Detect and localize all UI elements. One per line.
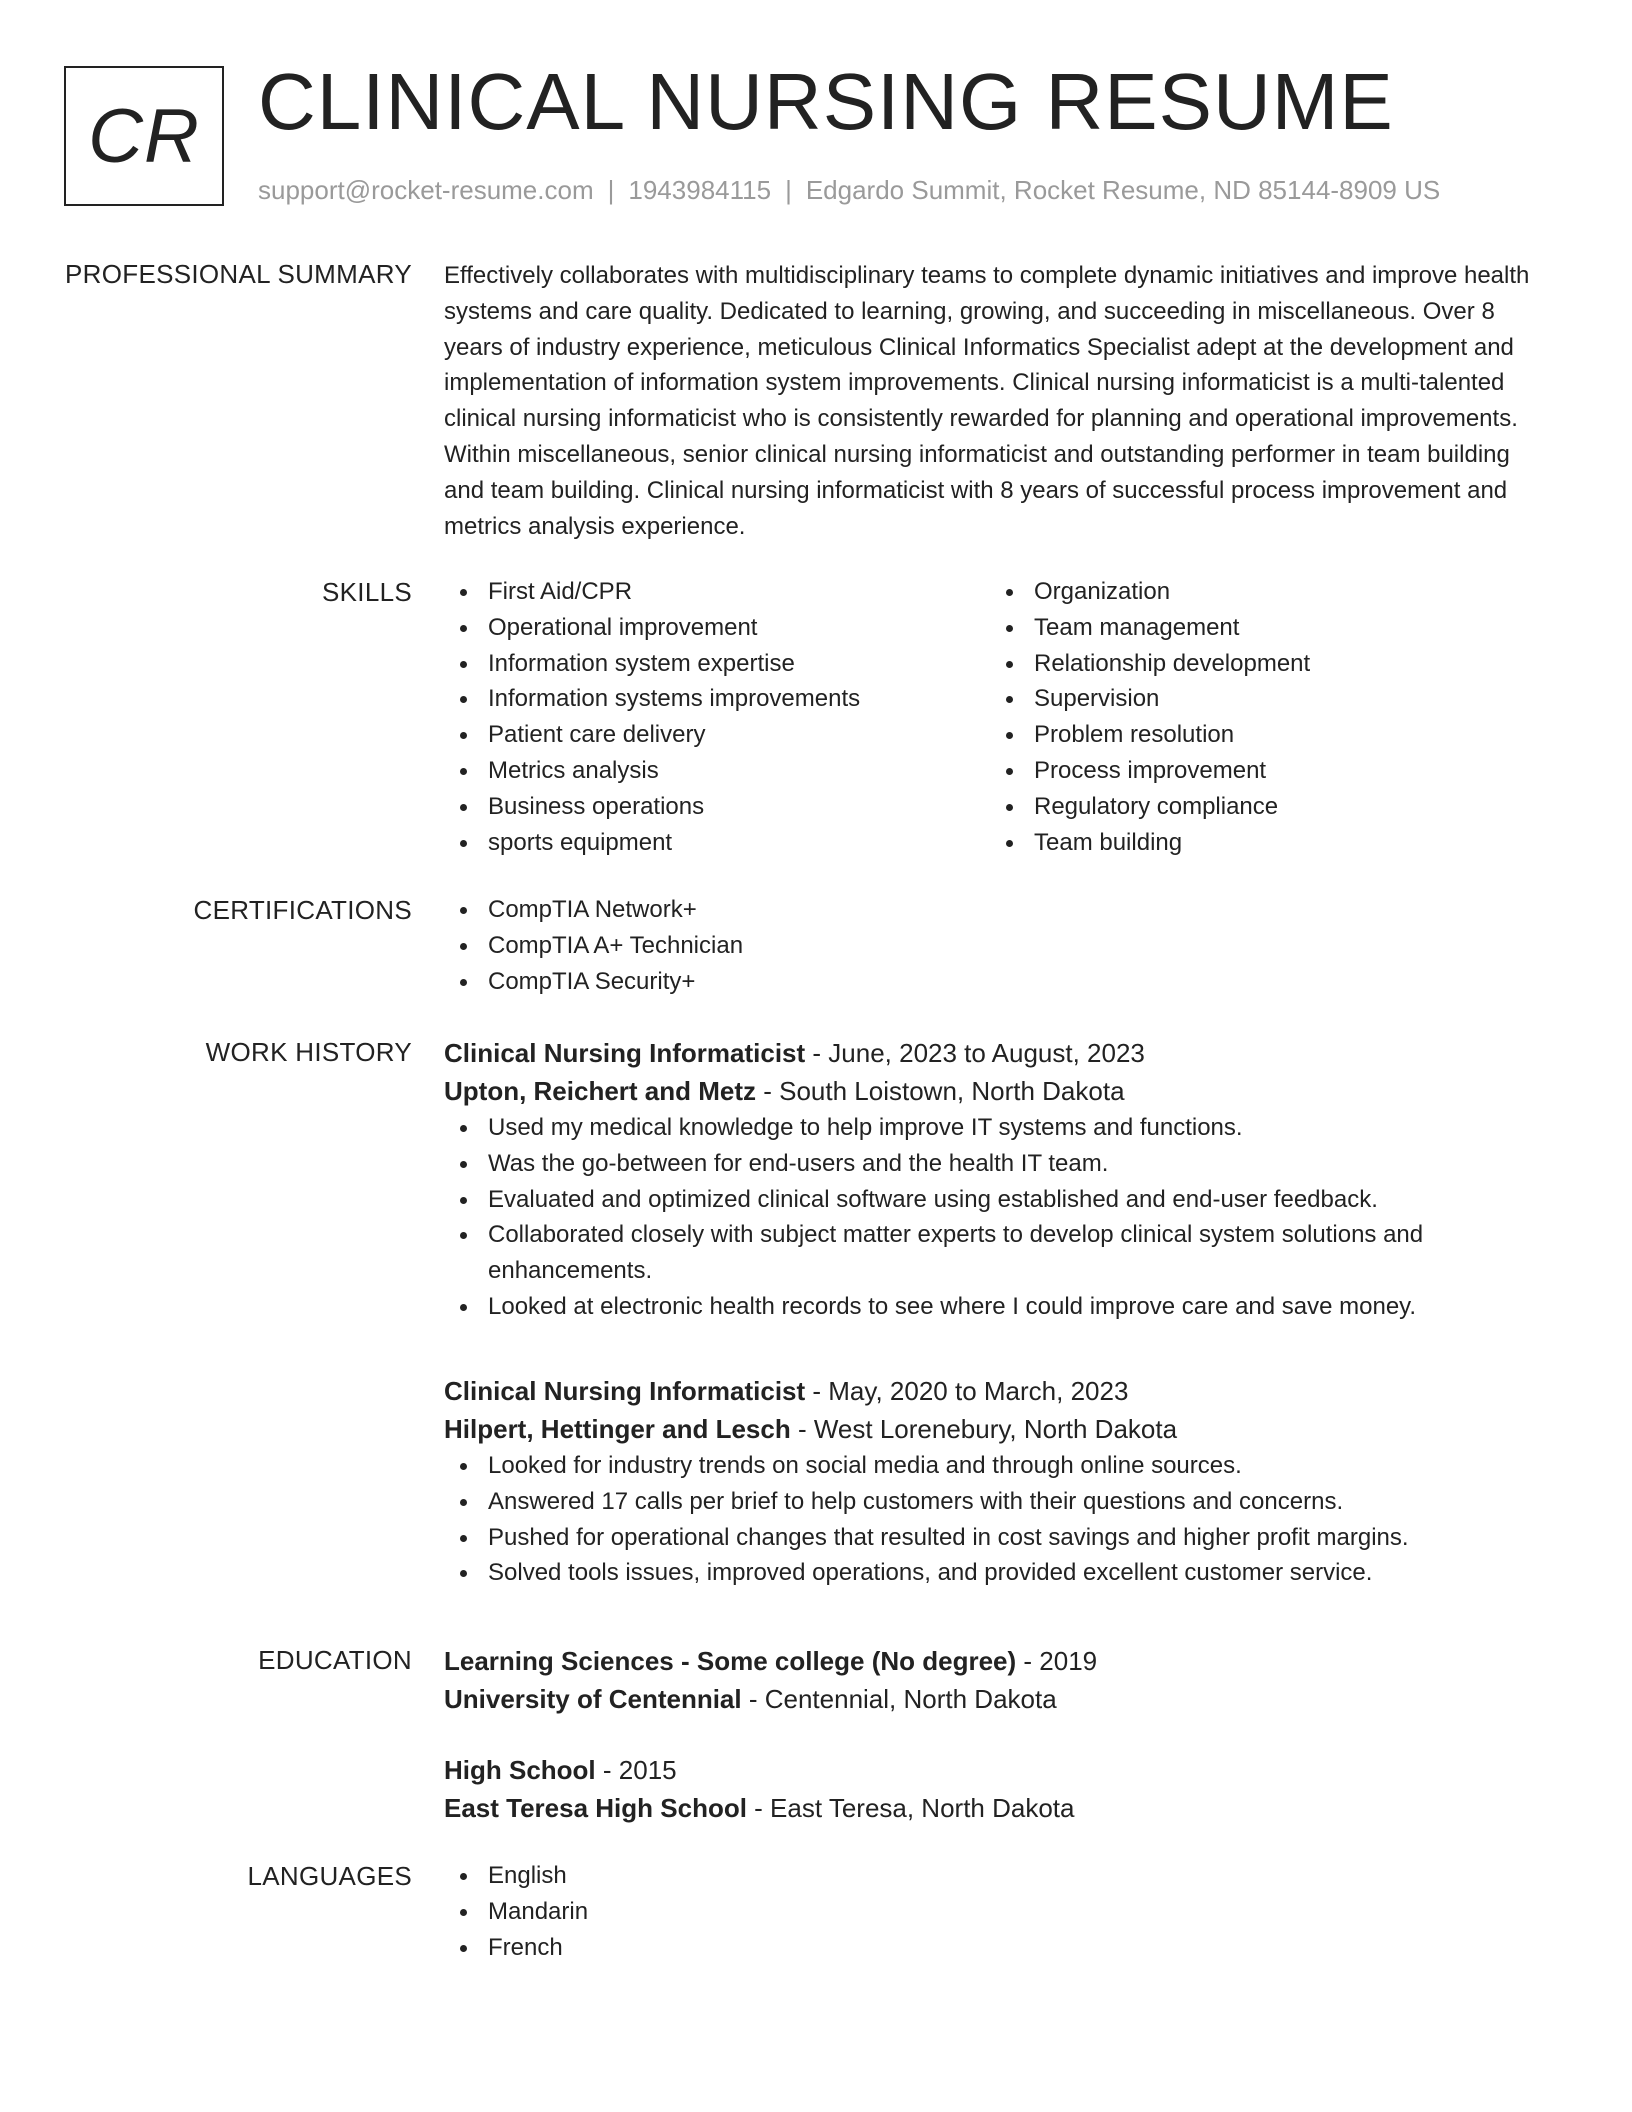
skill-item: Operational improvement: [444, 610, 990, 646]
languages-heading: LANGUAGES: [247, 1861, 412, 1891]
skill-item: Team building: [990, 825, 1536, 861]
skill-item: Patient care delivery: [444, 717, 990, 753]
certifications-list: [444, 892, 1554, 999]
contact-address: Edgardo Summit, Rocket Resume, ND 85144-8909 US: [805, 175, 1441, 205]
contact-phone[interactable]: 1943984115: [628, 175, 772, 205]
skills-list-right: [990, 574, 1536, 860]
job-title-line: [444, 1034, 1554, 1072]
language-item: French: [444, 1930, 1554, 1966]
job-duty-item: Solved tools issues, improved operations, and provided excellent customer service.: [444, 1555, 1554, 1591]
school-line: [444, 1680, 1554, 1718]
summary-heading: PROFESSIONAL SUMMARY: [65, 259, 412, 289]
skill-item: Team management: [990, 610, 1536, 646]
skill-item: Relationship development: [990, 646, 1536, 682]
skill-item: Regulatory compliance: [990, 789, 1536, 825]
skill-item: Metrics analysis: [444, 753, 990, 789]
job-duties-list: [444, 1110, 1554, 1325]
job-title: Clinical Nursing Informaticist: [444, 1376, 806, 1406]
degree: Learning Sciences - Some college (No degree): [444, 1646, 1017, 1676]
certification-item: CompTIA Security+: [444, 964, 1554, 1000]
skill-item: Information system expertise: [444, 646, 990, 682]
job-company: Hilpert, Hettinger and Lesch: [444, 1414, 791, 1444]
job-duty-item: Looked at electronic health records to see where I could improve care and save money.: [444, 1289, 1554, 1325]
school-line: [444, 1789, 1554, 1827]
job-duty-item: Evaluated and optimized clinical software using established and end-user feedback.: [444, 1182, 1554, 1218]
degree-year: - 2015: [595, 1755, 677, 1785]
job-entry: [444, 1034, 1554, 1325]
contact-separator: |: [785, 175, 792, 205]
school-name: University of Centennial: [444, 1684, 742, 1714]
language-item: English: [444, 1858, 1554, 1894]
degree-line: [444, 1642, 1554, 1680]
skill-item: Supervision: [990, 681, 1536, 717]
skill-item: sports equipment: [444, 825, 990, 861]
certification-item: CompTIA A+ Technician: [444, 928, 1554, 964]
job-duties-list: [444, 1448, 1554, 1591]
job-duty-item: Pushed for operational changes that resulted in cost savings and higher profit margins.: [444, 1520, 1554, 1556]
summary-body: [444, 258, 1554, 544]
education-entry: [444, 1751, 1554, 1827]
job-company-line: [444, 1410, 1554, 1448]
job-location: - West Lorenebury, North Dakota: [790, 1414, 1178, 1444]
contact-line: [258, 172, 1440, 208]
degree: High School: [444, 1755, 596, 1785]
job-duty-item: Answered 17 calls per brief to help customers with their questions and concerns.: [444, 1484, 1554, 1520]
job-company: Upton, Reichert and Metz: [444, 1076, 757, 1106]
school-name: East Teresa High School: [444, 1793, 747, 1823]
school-location: - Centennial, North Dakota: [741, 1684, 1057, 1714]
job-duty-item: Was the go-between for end-users and the health IT team.: [444, 1146, 1554, 1182]
summary-text: Effectively collaborates with multidisciplinary teams to complete dynamic initiatives and improve health systems and care quality. Dedicated to learning, growing, and succeeding in miscellaneous. Over 8 years of industry experience, meticulous Clinical Informatics Specialist adept at the development and implementation of information system improvements. Clinical nursing informaticist is a multi-talented clinical nursing informaticist who is consistently rewarded for planning and operational improvements. Within miscellaneous, senior clinical nursing informaticist and outstanding performer in team building and team building. Clinical nursing informaticist with 8 years of successful process improvement and metrics analysis experience.: [444, 262, 1530, 540]
job-title-line: [444, 1372, 1554, 1410]
job-duty-item: Used my medical knowledge to help improve IT systems and functions.: [444, 1110, 1554, 1146]
skills-list-left: [444, 574, 990, 860]
skill-item: Problem resolution: [990, 717, 1536, 753]
contact-email[interactable]: support@rocket-resume.com: [258, 175, 594, 205]
job-title: Clinical Nursing Informaticist: [444, 1038, 806, 1068]
contact-separator: |: [607, 175, 615, 205]
job-dates: - May, 2020 to March, 2023: [805, 1376, 1129, 1406]
skills-heading: SKILLS: [322, 577, 412, 607]
monogram-logo: CR: [64, 66, 224, 206]
resume-title: CLINICAL NURSING RESUME: [258, 57, 1394, 146]
skill-item: Organization: [990, 574, 1536, 610]
certifications-heading: CERTIFICATIONS: [193, 895, 412, 925]
skill-item: Information systems improvements: [444, 681, 990, 717]
job-dates: - June, 2023 to August, 2023: [805, 1038, 1145, 1068]
skill-item: Business operations: [444, 789, 990, 825]
job-duty-item: Collaborated closely with subject matter experts to develop clinical system solutions and enhancements.: [444, 1217, 1554, 1289]
job-entry: [444, 1372, 1554, 1591]
skill-item: First Aid/CPR: [444, 574, 990, 610]
education-heading: EDUCATION: [258, 1645, 412, 1675]
degree-year: - 2019: [1016, 1646, 1098, 1676]
languages-list: [444, 1858, 1554, 1965]
certification-item: CompTIA Network+: [444, 892, 1554, 928]
job-location: - South Loistown, North Dakota: [756, 1076, 1125, 1106]
job-duty-item: Looked for industry trends on social media and through online sources.: [444, 1448, 1554, 1484]
degree-line: [444, 1751, 1554, 1789]
school-location: - East Teresa, North Dakota: [746, 1793, 1075, 1823]
education-entry: [444, 1642, 1554, 1718]
skill-item: Process improvement: [990, 753, 1536, 789]
job-company-line: [444, 1072, 1554, 1110]
language-item: Mandarin: [444, 1894, 1554, 1930]
work-history-heading: WORK HISTORY: [205, 1037, 412, 1067]
